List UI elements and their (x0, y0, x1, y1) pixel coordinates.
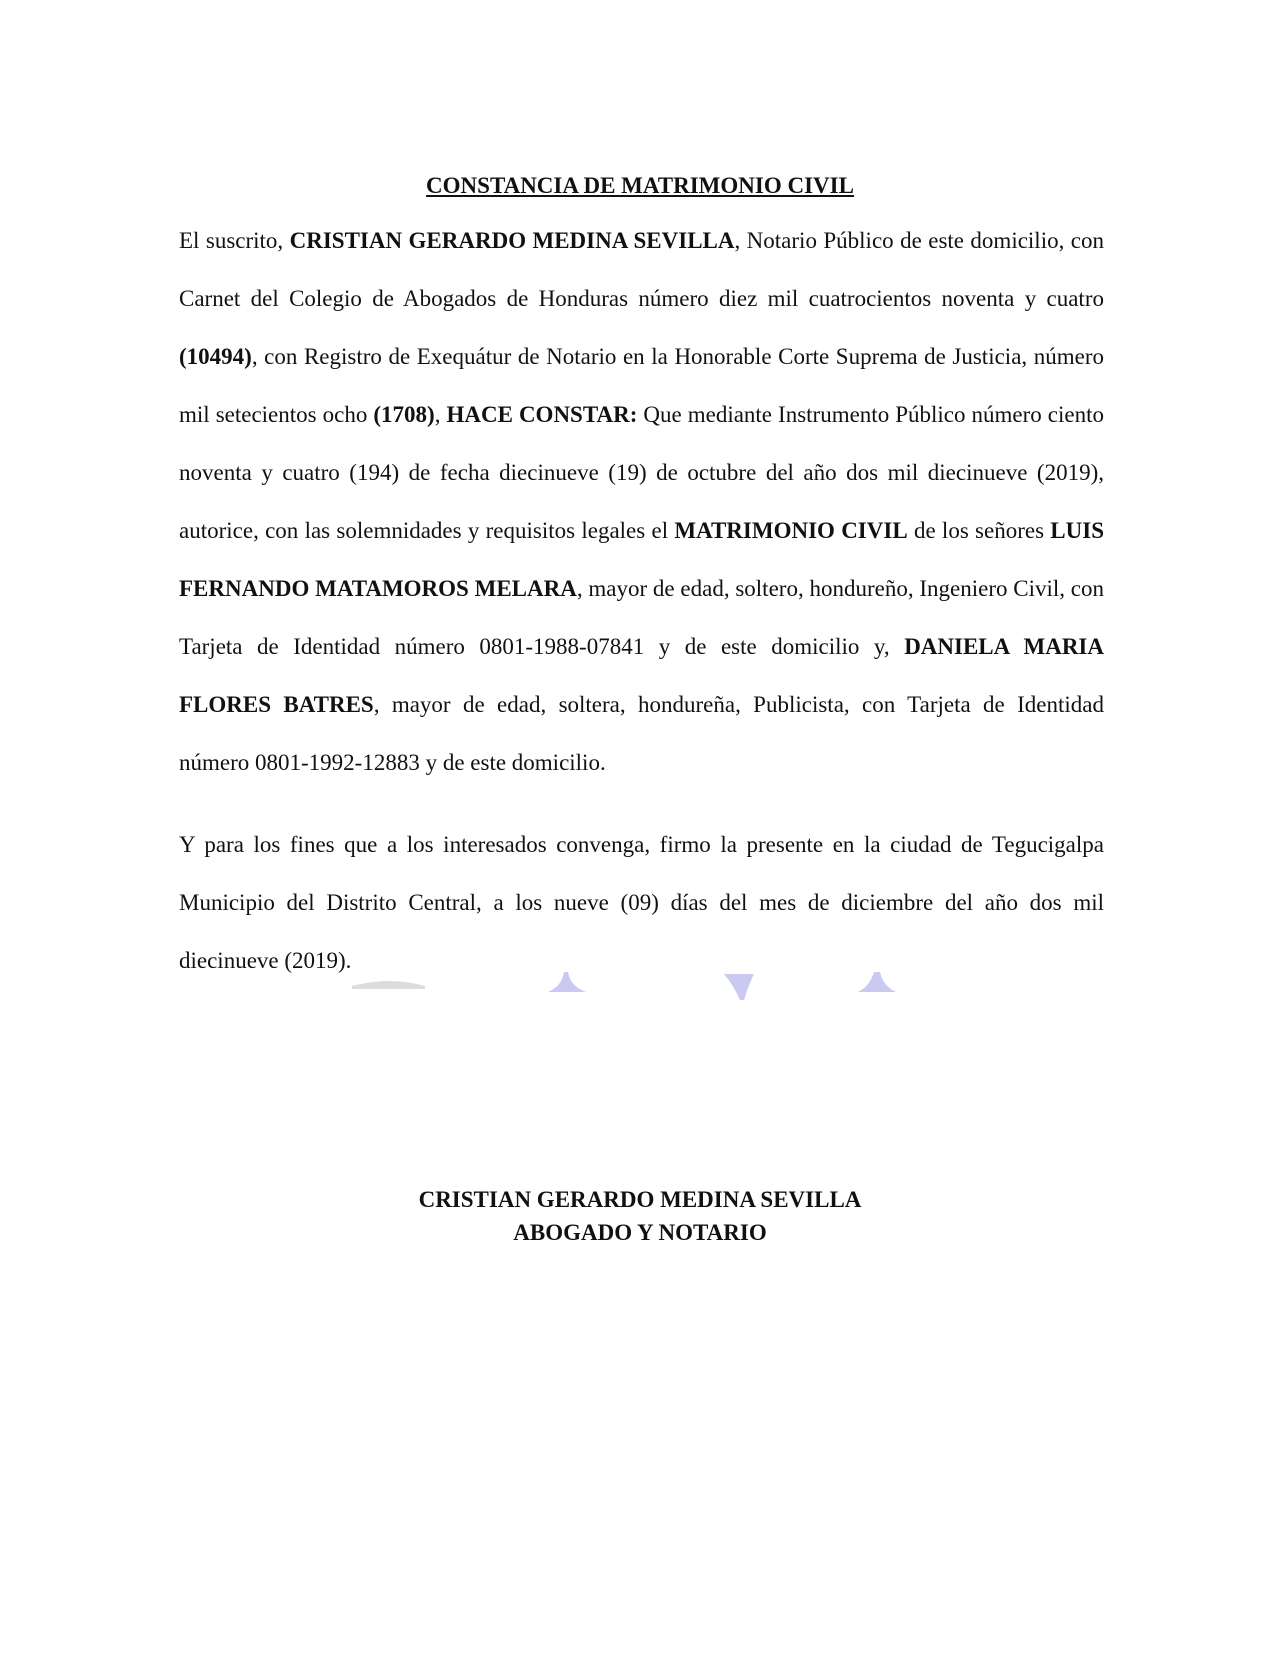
stamp-gray-mark (352, 981, 425, 989)
hace-constar: HACE CONSTAR: (446, 402, 638, 427)
text-segment: , Notario Público de este domicilio, con Carnet del Colegio de Abogados de Honduras número diez mil cuatrocientos noventa y cuatro (179, 228, 1104, 311)
exequatur-number: (1708) (373, 402, 435, 427)
spouse-2-name: DANIELA MARIA FLORES BATRES (179, 634, 1104, 717)
signature-name: CRISTIAN GERARDO MEDINA SEVILLA (418, 1187, 862, 1212)
body-paragraph-2: Y para los fines que a los interesados convenga, firmo la presente en la ciudad de Tegucigalpa Municipio del Distrito Central, a los nueve (09) días del mes de diciembre del año dos mil diecinueve (2019). (179, 832, 1104, 973)
carnet-number: (10494) (179, 344, 252, 369)
text-segment: , con Registro de Exequátur de Notario en la Honorable Corte Suprema de Justicia, número mil setecientos ocho (179, 344, 1104, 427)
stamp-blue-mark-3 (858, 972, 896, 992)
text-segment: Que mediante Instrumento Público número ciento noventa y cuatro (194) de fecha diecinueve (19) de octubre del año dos mil diecinueve (2019), autorice, con las solemnidades y requisitos legales el (179, 402, 1104, 543)
signature-block (0, 1183, 1280, 1249)
text-segment: , (434, 402, 447, 427)
signature-role: ABOGADO Y NOTARIO (513, 1220, 767, 1245)
text-segment: de los señores (907, 518, 1051, 543)
stamp-blue-mark-2 (724, 974, 754, 1000)
matrimonio-civil: MATRIMONIO CIVIL (674, 518, 908, 543)
signature-stamp-fragment (350, 966, 930, 1006)
notary-name: CRISTIAN GERARDO MEDINA SEVILLA (289, 228, 735, 253)
text-segment: , mayor de edad, soltero, hondureño, Ingeniero Civil, con Tarjeta de Identidad número 0801-1988-07841 y de este domicilio y, (179, 576, 1105, 659)
document-title: CONSTANCIA DE MATRIMONIO CIVIL (426, 173, 854, 198)
body-paragraph-1 (179, 212, 1104, 792)
text-segment: , mayor de edad, soltera, hondureña, Publicista, con Tarjeta de Identidad número 0801-1992-12883 y de este domicilio. (179, 692, 1104, 775)
spouse-1-name: LUIS FERNANDO MATAMOROS MELARA (179, 518, 1104, 601)
text-segment: El suscrito, (179, 228, 290, 253)
stamp-blue-mark-1 (548, 972, 586, 992)
